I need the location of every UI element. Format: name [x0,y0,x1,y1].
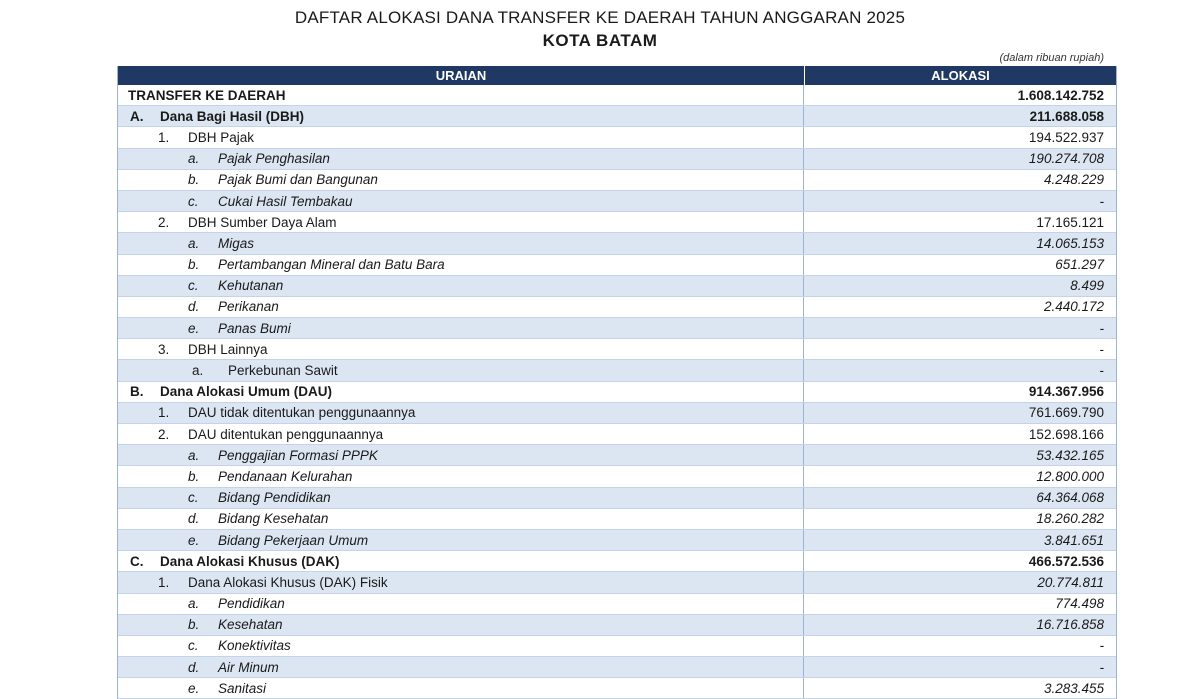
header-uraian: URAIAN [118,66,805,85]
row-value: - [1099,320,1104,336]
table-row [118,382,1116,403]
row-label: Kehutanan [218,278,284,294]
row-number: b. [188,617,200,633]
table-row [118,594,1116,615]
table-row [118,424,1116,445]
row-value: 3.841.651 [1043,532,1104,548]
row-label: Dana Bagi Hasil (DBH) [160,108,305,124]
row-label: Perikanan [218,299,279,315]
row-label: DAU ditentukan penggunaannya [188,426,384,442]
table-row [118,445,1116,466]
allocation-table [117,66,1117,699]
row-number: e. [188,532,200,548]
row-value: 8.499 [1070,278,1104,294]
row-number: e. [188,680,200,696]
row-number: C. [130,553,144,569]
table-row [118,170,1116,191]
table-row [118,297,1116,318]
row-label: Pajak Penghasilan [218,151,330,167]
row-number: A. [130,108,144,124]
row-value: 2.440.172 [1043,299,1104,315]
row-label: Pajak Bumi dan Bangunan [218,172,378,188]
row-value: 1.608.142.752 [1017,87,1104,103]
table-row [118,403,1116,424]
row-number: d. [188,511,200,527]
row-value: - [1099,341,1104,357]
row-label: Panas Bumi [218,320,291,336]
row-number: b. [188,468,200,484]
row-label: Bidang Kesehatan [218,511,329,527]
row-label: Bidang Pendidikan [218,490,331,506]
row-number: 2. [158,426,170,442]
row-label: Pendanaan Kelurahan [218,468,353,484]
row-value: - [1099,193,1104,209]
row-label: Dana Alokasi Umum (DAU) [160,384,333,400]
row-number: c. [188,490,199,506]
table-body [118,85,1116,699]
table-row [118,678,1116,699]
row-number: c. [188,278,199,294]
table-row [118,551,1116,572]
row-value: - [1099,363,1104,379]
row-label: Air Minum [218,659,279,675]
table-row [118,212,1116,233]
row-label: Migas [218,235,255,251]
row-number: c. [188,638,199,654]
table-row [118,572,1116,593]
table-row [118,466,1116,487]
row-number: b. [188,257,200,273]
unit-note: (dalam ribuan rupiah) [999,52,1104,64]
row-number: b. [188,172,200,188]
table-row [118,255,1116,276]
row-value: 14.065.153 [1036,235,1104,251]
row-value: 761.669.790 [1028,405,1104,421]
row-number: c. [188,193,199,209]
table-row [118,276,1116,297]
row-label: Pertambangan Mineral dan Batu Bara [218,257,445,273]
table-header [118,66,1116,85]
row-number: a. [188,151,200,167]
row-value: 190.274.708 [1028,151,1104,167]
row-label: DAU tidak ditentukan penggunaannya [188,405,416,421]
row-value: 4.248.229 [1043,172,1104,188]
row-value: 64.364.068 [1036,490,1104,506]
row-number: 1. [158,574,170,590]
table-row [118,127,1116,148]
table-row [118,657,1116,678]
row-value: - [1099,659,1104,675]
row-value: 20.774.811 [1037,574,1104,590]
row-number: a. [192,363,204,379]
row-value: 17.165.121 [1036,214,1104,230]
row-value: 12.800.000 [1036,468,1104,484]
row-value: 152.698.166 [1028,426,1104,442]
row-value: 53.432.165 [1036,447,1104,463]
table-row [118,339,1116,360]
row-value: 194.522.937 [1028,129,1104,145]
row-label: DBH Sumber Daya Alam [188,214,337,230]
table-row [118,509,1116,530]
row-label: Bidang Pekerjaan Umum [218,532,369,548]
row-label: Pendidikan [218,596,285,612]
table-row [118,149,1116,170]
table-row [118,488,1116,509]
row-number: e. [188,320,200,336]
row-value: 3.283.455 [1043,680,1104,696]
table-row [118,318,1116,339]
row-number: 1. [158,129,170,145]
table-row [118,530,1116,551]
row-number: a. [188,447,200,463]
row-value: 774.498 [1055,596,1104,612]
row-label: Perkebunan Sawit [228,363,338,379]
row-label: DBH Lainnya [188,341,268,357]
row-label: Sanitasi [218,680,267,696]
row-value: 18.260.282 [1036,511,1104,527]
row-value: 651.297 [1055,257,1104,273]
row-number: d. [188,299,200,315]
row-value: 16.716.858 [1036,617,1104,633]
row-number: a. [188,235,200,251]
row-value: 211.688.058 [1029,108,1104,124]
row-number: B. [130,384,144,400]
row-value: 466.572.536 [1028,553,1104,569]
row-label: Dana Alokasi Khusus (DAK) Fisik [188,574,388,590]
table-row [118,85,1116,106]
document-subtitle: KOTA BATAM [542,31,658,50]
row-number: 1. [158,405,170,421]
row-label: Kesehatan [218,617,283,633]
table-row [118,233,1116,254]
row-number: d. [188,659,200,675]
header-alokasi: ALOKASI [931,68,990,83]
row-label: Cukai Hasil Tembakau [218,193,353,209]
table-row [118,106,1116,127]
row-value: - [1099,638,1104,654]
table-row [118,615,1116,636]
row-label: Dana Alokasi Khusus (DAK) [160,553,340,569]
table-row [118,360,1116,381]
document-title: DAFTAR ALOKASI DANA TRANSFER KE DAERAH TAHUN ANGGARAN 2025 [294,8,906,27]
row-number: a. [188,596,200,612]
row-value: 914.367.956 [1028,384,1104,400]
row-label: Penggajian Formasi PPPK [218,447,378,463]
row-label: TRANSFER KE DAERAH [128,87,286,103]
row-number: 2. [158,214,170,230]
row-label: DBH Pajak [188,129,255,145]
row-label: Konektivitas [218,638,291,654]
row-number: 3. [158,341,170,357]
table-row [118,636,1116,657]
table-row [118,191,1116,212]
